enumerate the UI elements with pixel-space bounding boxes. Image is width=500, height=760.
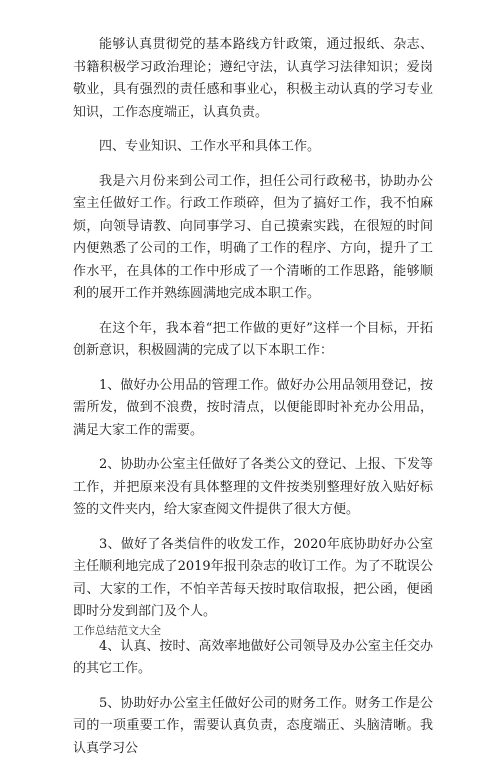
list-item-3: 3、做好了各类信件的收发工作，2020年底协助好办公室主任顺利地完成了2019年报刊杂志的收订工作。为了不耽误公司、大家的工作，不怕辛苦每天按时取信取报，把公函，便函即时分发到部门及个人。 [73, 534, 433, 624]
document-body [73, 34, 433, 760]
list-item-4: 4、认真、按时、高效率地做好公司领导及办公室主任交办的其它工作。 [73, 636, 433, 681]
paragraph-4: 在这个年，我本着“把工作做的更好”这样一个目标，开拓创新意识，积极圆满的完成了以下本职工作： [73, 318, 433, 363]
footer-label: 工作总结范文大全 [73, 622, 161, 638]
list-item-2: 2、协助办公室主任做好了各类公文的登记、上报、下发等工作，并把原来没有具体整理的文件按类别整理好放入贴好标签的文件夹内，给大家查阅文件提供了很大方便。 [73, 454, 433, 522]
section-heading: 四、专业知识、工作水平和具体工作。 [73, 136, 433, 159]
paragraph-3: 我是六月份来到公司工作，担任公司行政秘书，协助办公室主任做好工作。行政工作琐碎，但为了搞好工作，我不怕麻烦，向领导请教、向同事学习、自己摸索实践，在很短的时间内便熟悉了公司的工作，明确了工作的程序、方向，提升了工作水平，在具体的工作中形成了一个清晰的工作思路，能够顺利的展开工作并熟练圆满地完成本职工作。 [73, 171, 433, 306]
paragraph-1: 能够认真贯彻党的基本路线方针政策，通过报纸、杂志、书籍积极学习政治理论；遵纪守法，认真学习法律知识；爱岗敬业，具有强烈的责任感和事业心，积极主动认真的学习专业知识，工作态度端正，认真负责。 [73, 34, 433, 124]
list-item-1: 1、做好办公用品的管理工作。做好办公用品领用登记，按需所发，做到不浪费，按时清点，以便能即时补充办公用品，满足大家工作的需要。 [73, 375, 433, 443]
list-item-5: 5、协助好办公室主任做好公司的财务工作。财务工作是公司的一项重要工作，需要认真负责，态度端正、头脑清晰。我认真学习公 [73, 693, 433, 760]
